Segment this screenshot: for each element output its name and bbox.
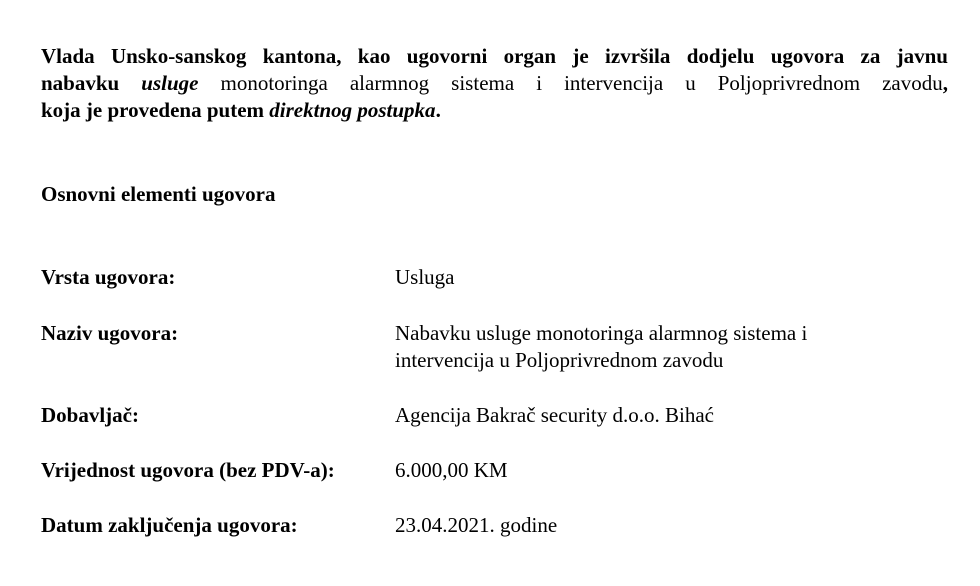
intro-line-1: Vlada Unsko-sanskog kantona, kao ugovorni organ je izvršila dodjelu ugovora za javnu	[41, 44, 948, 68]
intro-text-procedure-type: direktnog postupka	[269, 98, 436, 122]
intro-line-3	[41, 97, 948, 124]
intro-text-procedure: koja je provedena putem	[41, 98, 270, 122]
label-contract-type: Vrsta ugovora:	[41, 265, 176, 289]
label-contract-value: Vrijednost ugovora (bez PDV-a):	[41, 458, 335, 482]
intro-paragraph	[41, 43, 948, 124]
label-supplier: Dobavljač:	[41, 403, 139, 427]
intro-text-nabavku: nabavku	[41, 71, 142, 95]
value-contract-name-line-2: intervencija u Poljoprivrednom zavodu	[395, 348, 724, 372]
value-contract-name	[395, 320, 915, 374]
value-contract-name-line-1: Nabavku usluge monotoringa alarmnog sistema i	[395, 321, 808, 345]
value-contract-date: 23.04.2021. godine	[395, 513, 558, 537]
intro-text-period: .	[435, 98, 441, 122]
label-contract-name: Naziv ugovora:	[41, 321, 179, 345]
value-supplier: Agencija Bakrač security d.o.o. Bihać	[395, 403, 714, 427]
intro-text-usluge: usluge	[141, 71, 199, 95]
label-contract-date: Datum zaključenja ugovora:	[41, 513, 298, 537]
section-title: Osnovni elementi ugovora	[41, 182, 276, 206]
intro-line-2	[41, 70, 948, 97]
intro-text-subject: monotoringa alarmnog sistema i intervencija u Poljoprivrednom zavodu	[198, 71, 943, 95]
value-contract-value: 6.000,00 KM	[395, 458, 508, 482]
value-contract-type: Usluga	[395, 265, 455, 289]
intro-text-comma: ,	[942, 71, 949, 95]
